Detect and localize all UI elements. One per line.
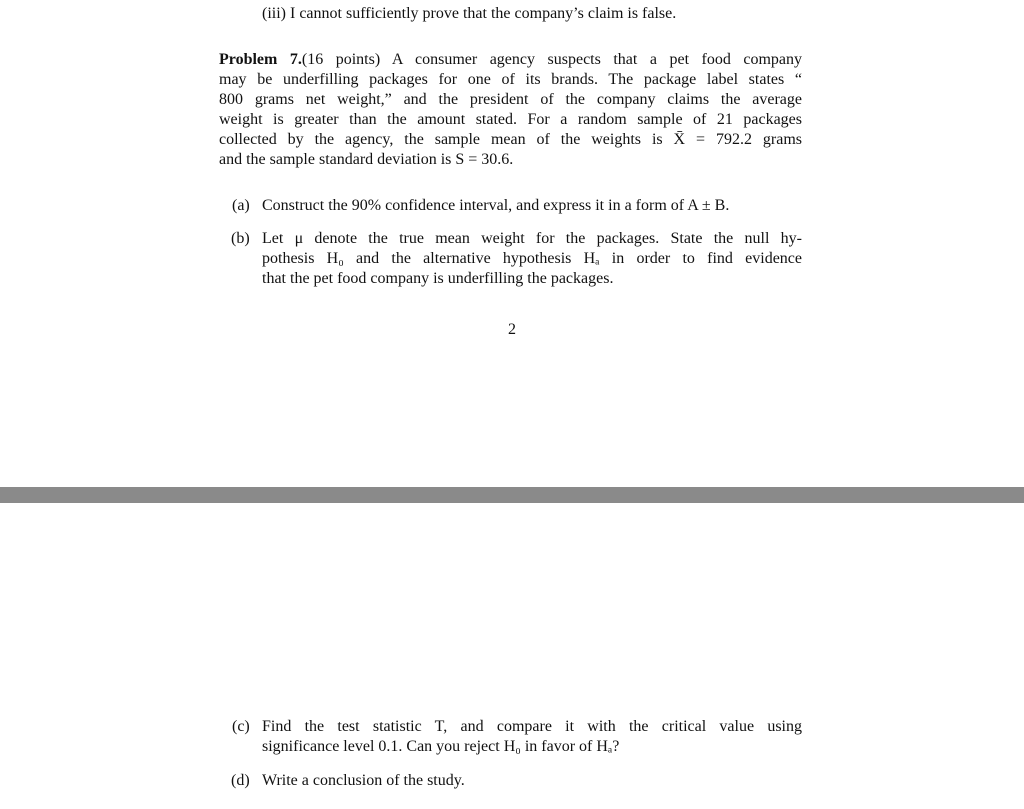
item-a-line-1: Construct the 90% confidence interval, and express it in a form of A ± B. <box>262 197 730 214</box>
item-d-line-1: Write a conclusion of the study. <box>262 772 465 789</box>
item-b-body <box>262 229 802 289</box>
problem-line-1 <box>219 50 802 70</box>
item-text: I cannot sufficiently prove that the company’s claim is false. <box>290 5 677 22</box>
item-label: (a) <box>232 197 250 214</box>
item-label: (iii) <box>262 5 286 22</box>
problem-line-5: collected by the agency, the sample mean of the weights is X̄ = 792.2 grams <box>219 131 802 148</box>
problem-line-3: 800 grams net weight,” and the president of the company claims the average <box>219 91 802 108</box>
document-page-3 <box>0 503 1024 809</box>
problem-title: Problem 7. <box>219 51 302 68</box>
previous-item-iii <box>262 4 742 24</box>
item-c-line-2: significance level 0.1. Can you reject H₀ in favor of Hₐ? <box>262 738 620 755</box>
item-c-body <box>262 717 802 757</box>
problem-points: (16 points) <box>301 51 381 68</box>
problem-line-2: may be underfilling packages for one of its brands. The package label states “ <box>219 71 802 88</box>
problem-line-text: A consumer agency suspects that a pet food company <box>391 51 803 68</box>
item-b-line-2: pothesis H₀ and the alternative hypothesis Hₐ in order to find evidence <box>262 250 802 267</box>
page-number: 2 <box>508 321 516 338</box>
page-separator <box>0 487 1024 503</box>
problem-7 <box>219 50 802 170</box>
item-c-line-1: Find the test statistic T, and compare it with the critical value using <box>262 718 802 735</box>
item-label: (b) <box>231 230 250 247</box>
problem-line-6: and the sample standard deviation is S = 30.6. <box>219 151 514 168</box>
item-label: (c) <box>232 718 250 735</box>
item-b-line-1: Let μ denote the true mean weight for the packages. State the null hy- <box>262 230 802 247</box>
item-b-line-3: that the pet food company is underfilling the packages. <box>262 270 614 287</box>
problem-line-4: weight is greater than the amount stated. For a random sample of 21 packages <box>219 111 802 128</box>
item-label: (d) <box>231 772 250 789</box>
